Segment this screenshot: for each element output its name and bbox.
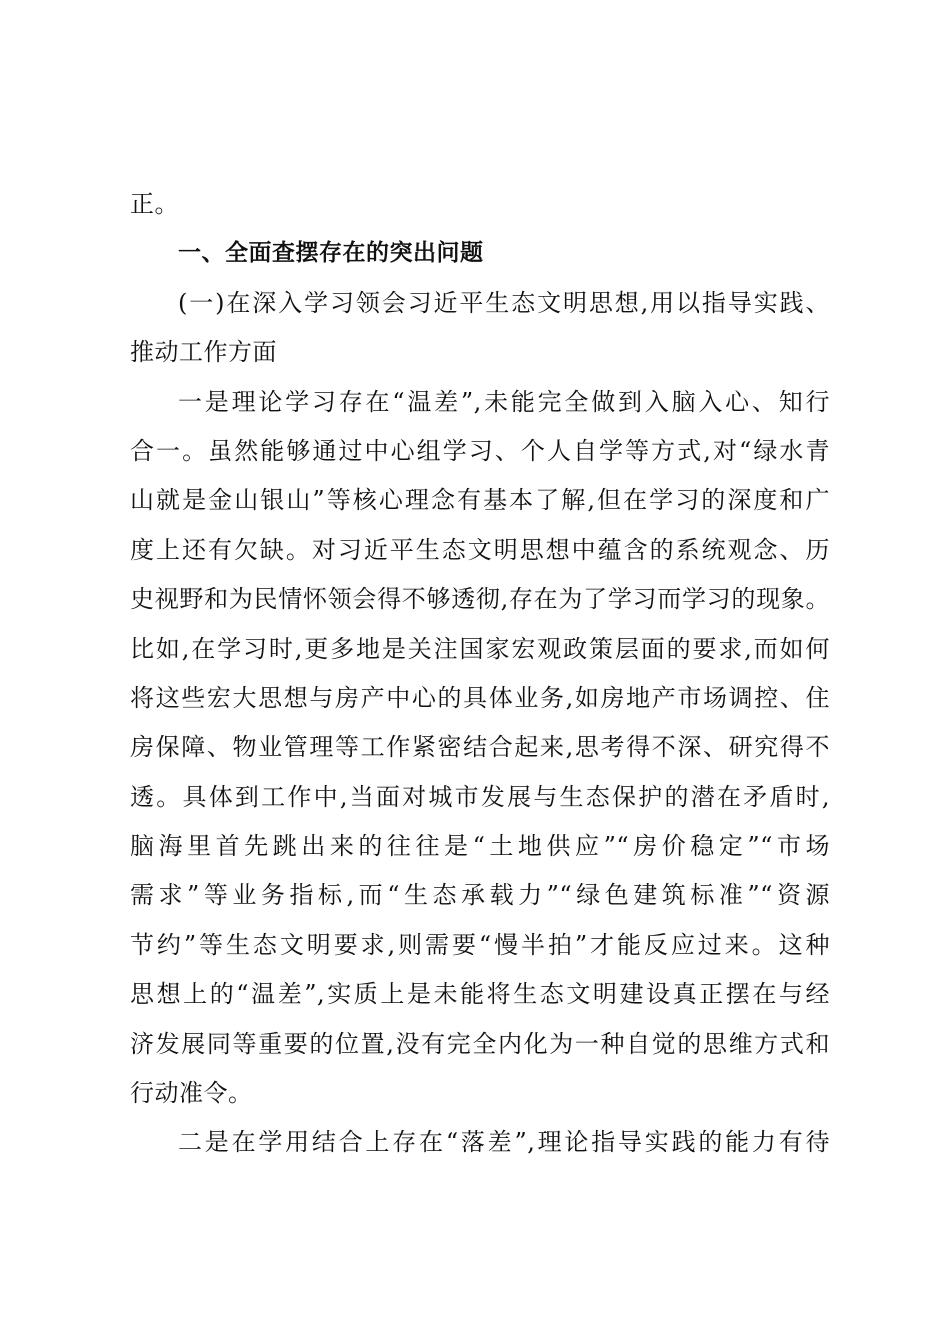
paragraph-1-line: 需求”等业务指标,而“生态承载力”“绿色建筑标准”“资源 <box>130 881 830 910</box>
paragraph-2-line: 二是在学用结合上存在“落差”,理论指导实践的能力有待 <box>178 1128 830 1157</box>
paragraph-1-line: 思想上的“温差”,实质上是未能将生态文明建设真正摆在与经 <box>130 980 830 1009</box>
paragraph-1-line: 脑海里首先跳出来的往往是“土地供应”“房价稳定”“市场 <box>130 832 830 861</box>
paragraph-1-line: 一是理论学习存在“温差”,未能完全做到入脑入心、知行 <box>178 387 830 416</box>
paragraph-1-line: 房保障、物业管理等工作紧密结合起来,思考得不深、研究得不 <box>130 733 830 762</box>
paragraph-1-line: 透。具体到工作中,当面对城市发展与生态保护的潜在矛盾时, <box>130 782 830 811</box>
paragraph-1-line: 比如,在学习时,更多地是关注国家宏观政策层面的要求,而如何 <box>130 634 830 663</box>
subsection-heading-line-1: (一)在深入学习领会习近平生态文明思想,用以指导实践、 <box>178 288 830 317</box>
paragraph-1-line: 史视野和为民情怀领会得不够透彻,存在为了学习而学习的现象。 <box>130 585 830 614</box>
section-heading: 一、全面查摆存在的突出问题 <box>178 240 484 267</box>
paragraph-1-line: 山就是金山银山”等核心理念有基本了解,但在学习的深度和广 <box>130 486 830 515</box>
paragraph-1-last-line: 行动准令。 <box>130 1079 253 1108</box>
paragraph-1-line: 度上还有欠缺。对习近平生态文明思想中蕴含的系统观念、历 <box>130 535 830 564</box>
paragraph-1-line: 济发展同等重要的位置,没有完全内化为一种自觉的思维方式和 <box>130 1029 830 1058</box>
paragraph-1-line: 将这些宏大思想与房产中心的具体业务,如房地产市场调控、住 <box>130 683 830 712</box>
document-body <box>130 180 830 1168</box>
subsection-heading-line-2: 推动工作方面 <box>130 338 277 367</box>
paragraph-1-line: 节约”等生态文明要求,则需要“慢半拍”才能反应过来。这种 <box>130 930 830 959</box>
paragraph-tail-line: 正。 <box>130 190 179 218</box>
paragraph-1-line: 合一。虽然能够通过中心组学习、个人自学等方式,对“绿水青 <box>130 436 830 465</box>
